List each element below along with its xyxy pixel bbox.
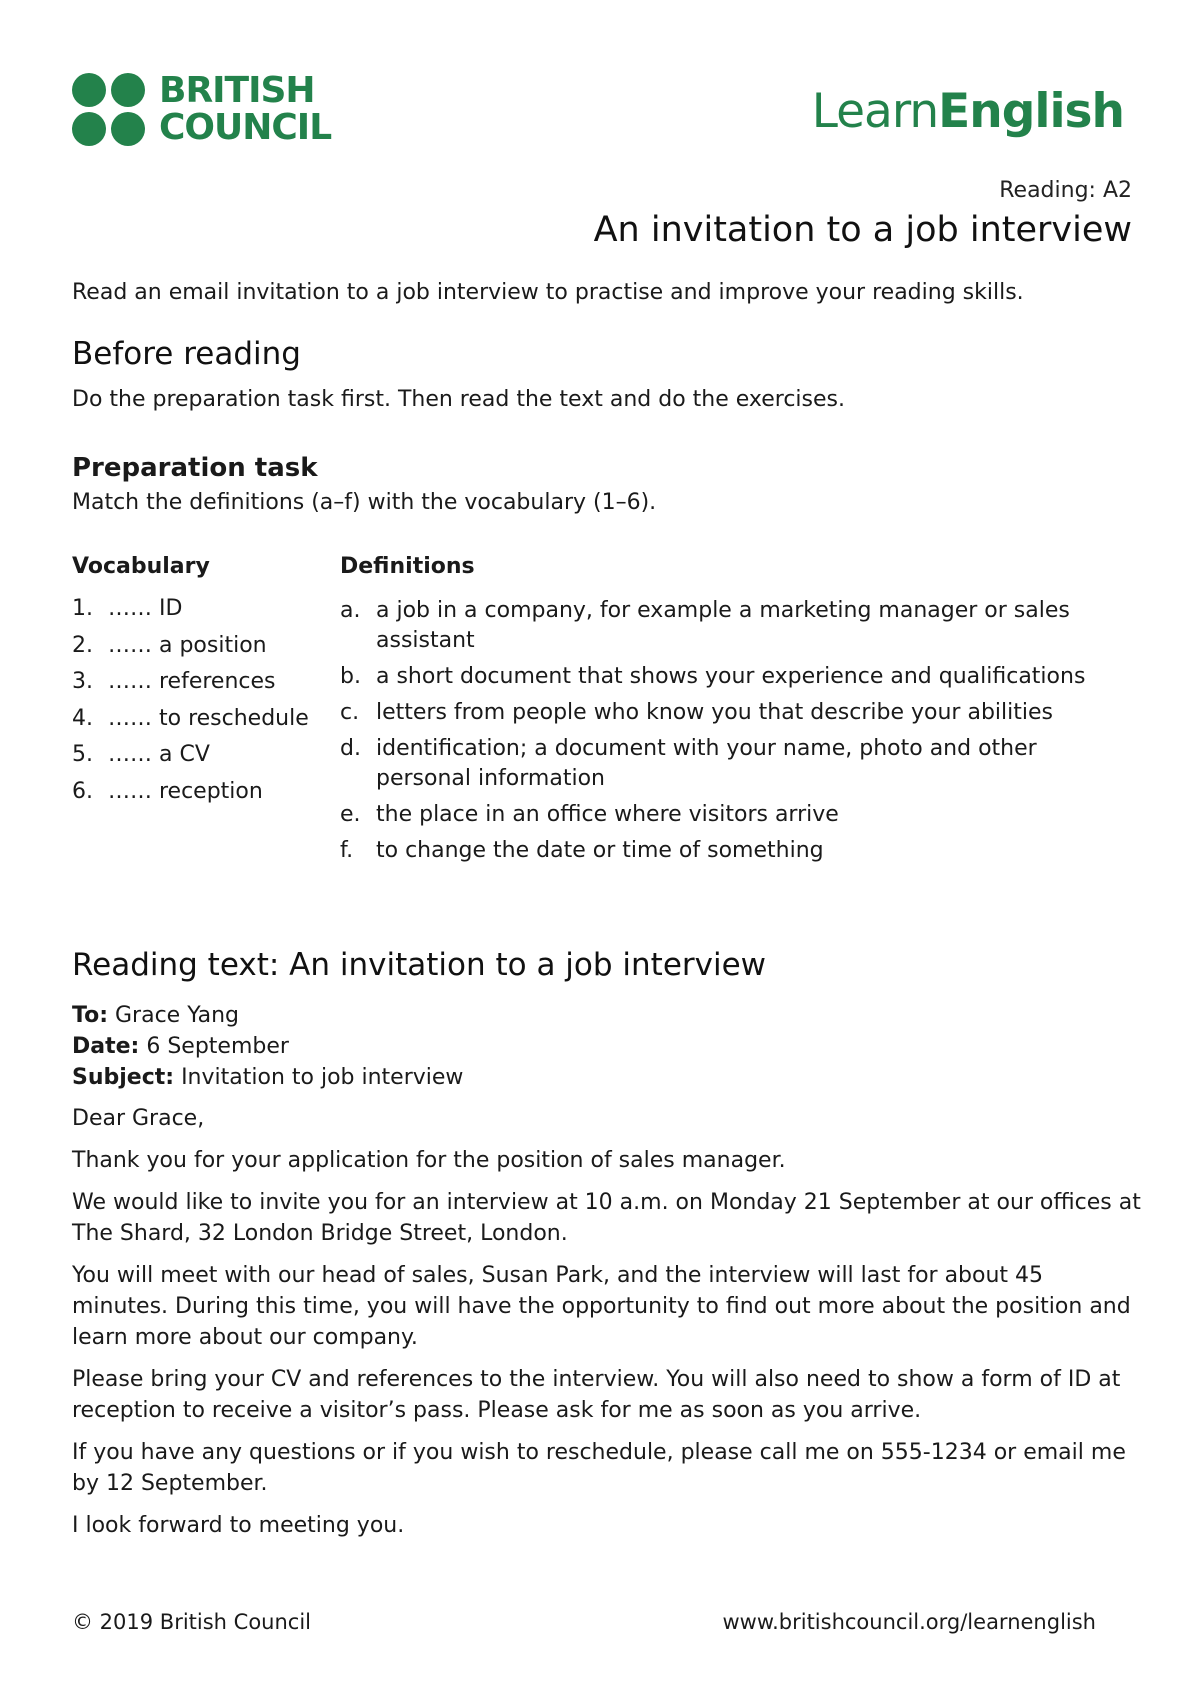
email-paragraph: If you have any questions or if you wish to reschedule, please call me on 555-1234 or email me by 12 September. xyxy=(72,1440,1126,1496)
vocabulary-number: 3. xyxy=(72,669,93,694)
definition-item xyxy=(340,800,1120,830)
brand-line-1: BRITISH xyxy=(159,70,315,111)
vocabulary-item xyxy=(72,706,309,743)
footer-copyright: © 2019 British Council xyxy=(72,1610,312,1634)
reading-text-heading: Reading text: An invitation to a job interview xyxy=(72,947,767,983)
email-paragraph: Please bring your CV and references to the interview. You will also need to show a form of ID at reception to receive a visitor’s pass. Please ask for me as soon as you arrive. xyxy=(72,1367,1121,1423)
email-to-label: To: xyxy=(72,1003,108,1028)
email-date-value: 6 September xyxy=(139,1034,289,1059)
definition-letter: f. xyxy=(340,838,354,863)
email-paragraph: Thank you for your application for the position of sales manager. xyxy=(72,1148,786,1173)
definition-text: to change the date or time of something xyxy=(376,838,824,863)
definition-item xyxy=(340,662,1120,692)
vocabulary-list xyxy=(72,596,309,815)
definition-item xyxy=(340,836,1120,866)
definition-text: letters from people who know you that describe your abilities xyxy=(376,700,1053,725)
email-paragraph: I look forward to meeting you. xyxy=(72,1513,405,1538)
vocabulary-text: …… ID xyxy=(108,596,183,621)
email-to-line xyxy=(72,1000,463,1031)
definition-letter: a. xyxy=(340,598,361,623)
vocabulary-item xyxy=(72,596,309,633)
email-header xyxy=(72,1000,463,1093)
vocabulary-text: …… a position xyxy=(108,632,267,658)
email-paragraph: Dear Grace, xyxy=(72,1106,205,1131)
vocabulary-heading: Vocabulary xyxy=(72,554,210,579)
vocabulary-item xyxy=(72,633,309,670)
intro-text: Read an email invitation to a job interview to practise and improve your reading skills. xyxy=(72,280,1024,305)
email-date-line xyxy=(72,1031,463,1062)
learnenglish-logo xyxy=(812,84,1124,139)
before-reading-instruction: Do the preparation task first. Then read the text and do the exercises. xyxy=(72,387,845,412)
vocabulary-text: …… to reschedule xyxy=(108,705,309,731)
definition-letter: d. xyxy=(340,736,361,761)
level-label: Reading: A2 xyxy=(999,178,1132,203)
vocabulary-item xyxy=(72,742,309,779)
vocabulary-text: …… references xyxy=(108,669,276,694)
definition-item xyxy=(340,596,1120,656)
email-paragraph: You will meet with our head of sales, Susan Park, and the interview will last for about 45 minutes. During this time, you will have the opportunity to find out more about the position and learn more about our company. xyxy=(72,1263,1131,1350)
vocabulary-item xyxy=(72,669,309,706)
email-subject-value: Invitation to job interview xyxy=(174,1065,464,1090)
definition-text: identification; a document with your name, photo and other personal information xyxy=(376,736,1037,791)
preparation-task-instruction: Match the definitions (a–f) with the vocabulary (1–6). xyxy=(72,490,657,515)
definitions-list xyxy=(340,596,1120,872)
definition-text: a job in a company, for example a marketing manager or sales assistant xyxy=(376,598,1070,653)
vocabulary-number: 4. xyxy=(72,705,93,731)
british-council-wordmark xyxy=(159,72,331,146)
definition-letter: c. xyxy=(340,700,360,725)
email-body xyxy=(72,1103,1142,1552)
preparation-task-heading: Preparation task xyxy=(72,453,318,483)
email-subject-label: Subject: xyxy=(72,1065,175,1090)
vocabulary-item xyxy=(72,779,309,816)
definition-text: the place in an office where visitors arrive xyxy=(376,802,839,827)
email-subject-line xyxy=(72,1062,463,1093)
vocabulary-number: 1. xyxy=(72,596,93,621)
british-council-logo xyxy=(72,72,331,146)
definition-item xyxy=(340,698,1120,728)
email-paragraph: We would like to invite you for an interview at 10 a.m. on Monday 21 September at our offices at The Shard, 32 London Bridge Street, London. xyxy=(72,1190,1141,1246)
email-date-label: Date: xyxy=(72,1034,140,1059)
learnenglish-bold: English xyxy=(938,84,1124,139)
brand-line-2: COUNCIL xyxy=(159,107,332,148)
before-reading-heading: Before reading xyxy=(72,336,301,372)
vocabulary-number: 6. xyxy=(72,778,93,804)
vocabulary-number: 2. xyxy=(72,632,93,658)
vocabulary-text: …… a CV xyxy=(108,742,210,767)
email-to-value: Grace Yang xyxy=(108,1003,239,1028)
definition-item xyxy=(340,734,1120,794)
definition-text: a short document that shows your experience and qualifications xyxy=(376,664,1086,689)
learnenglish-light: Learn xyxy=(811,84,939,139)
page-title: An invitation to a job interview xyxy=(593,210,1132,250)
vocabulary-text: …… reception xyxy=(108,778,263,804)
definitions-heading: Definitions xyxy=(340,554,475,579)
vocabulary-number: 5. xyxy=(72,742,93,767)
british-council-dots-icon xyxy=(72,73,145,146)
definition-letter: b. xyxy=(340,664,361,689)
definition-letter: e. xyxy=(340,802,361,827)
footer-url: www.britishcouncil.org/learnenglish xyxy=(722,1610,1096,1634)
